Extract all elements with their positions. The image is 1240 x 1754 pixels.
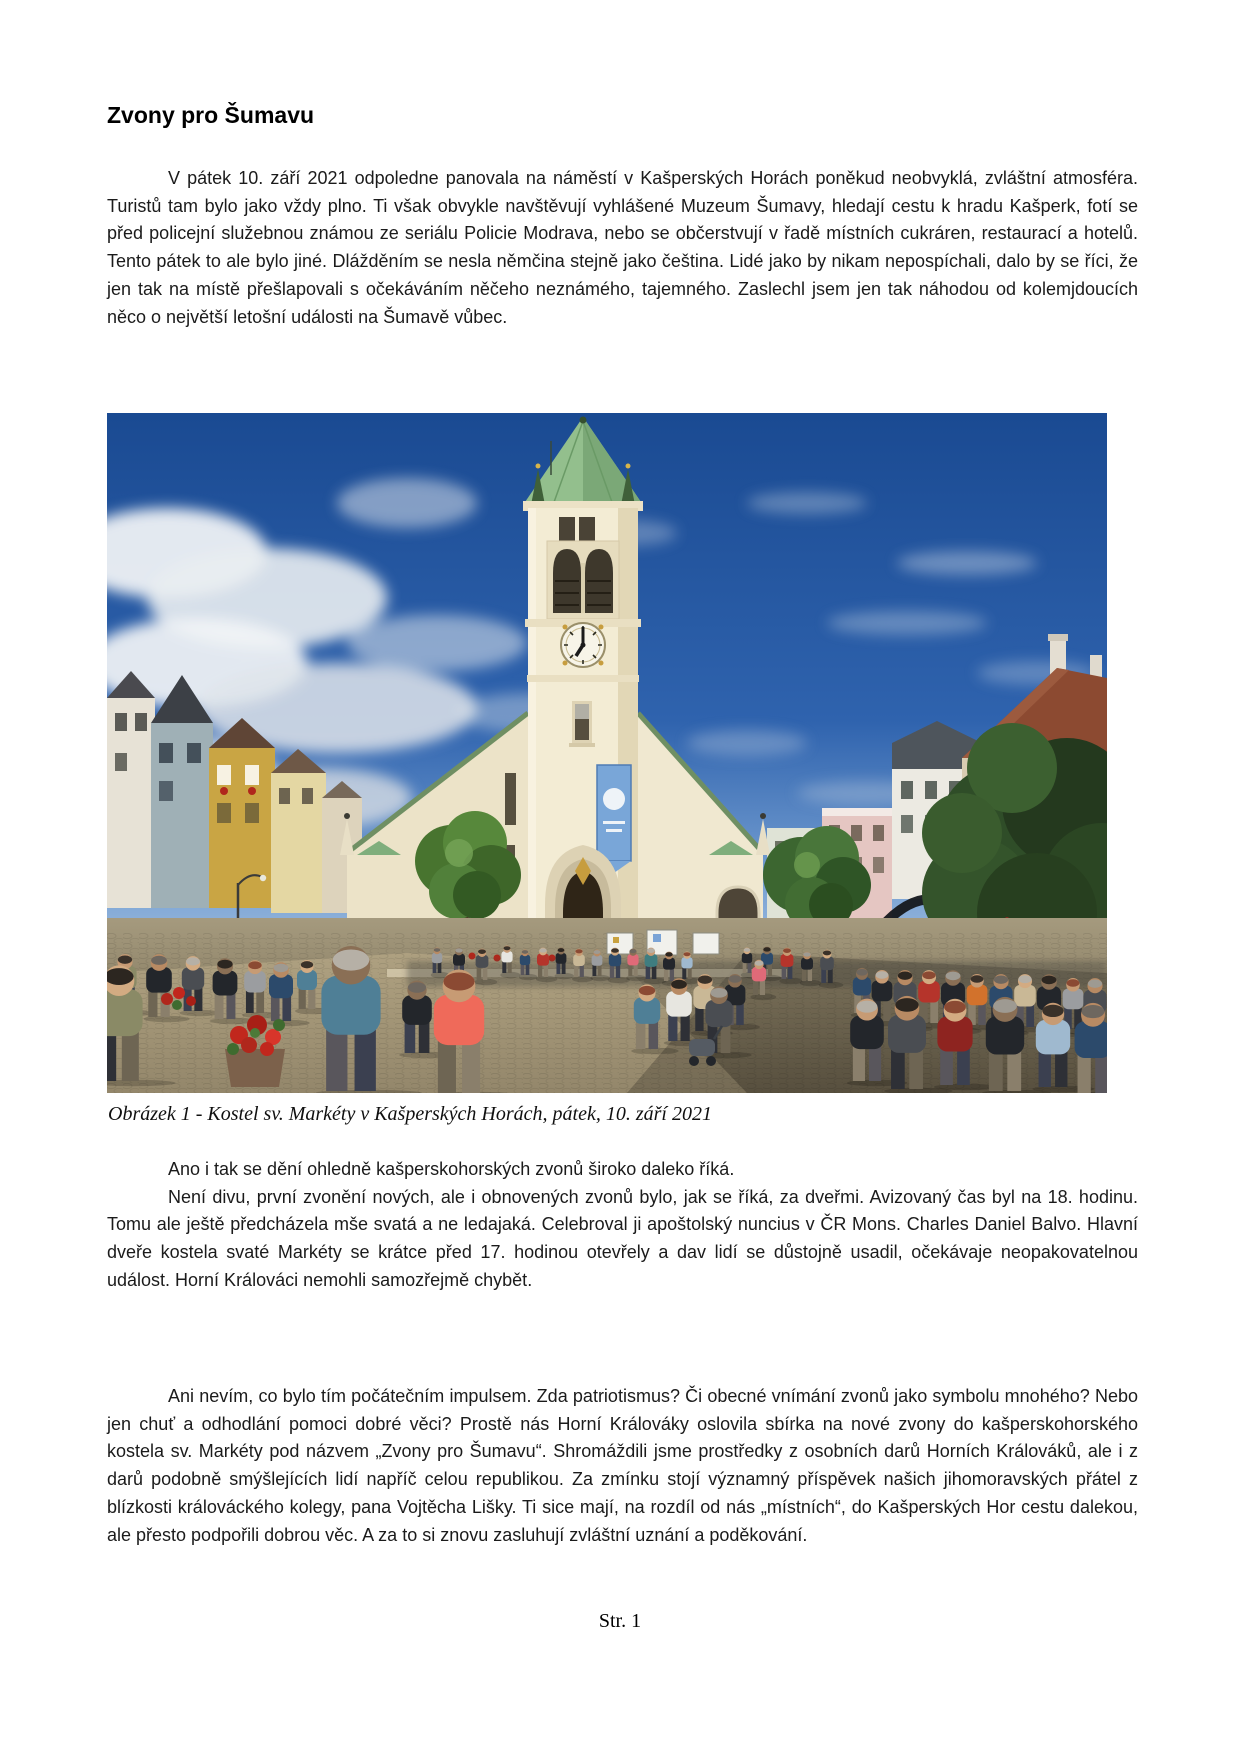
paragraph-text: Není divu, první zvonění nových, ale i obnovených zvonů bylo, jak se říká, za dveřmi. Avizovaný čas byl na 18. hodinu. Tomu ale ještě předcházela mše svatá a ne ledajaká. Celebroval ji apoštolský nuncius v ČR Mons. Charles Daniel Balvo. Hlavní dveře kostela svaté Markéty se krátce před 17. hodinou otevřely a dav lidí se důstojně usadil, očekávaje neopakovatelnou událost. Horní Králováci nemohli samozřejmě chybět. xyxy=(107,1186,1138,1290)
paragraph-block-middle xyxy=(107,1156,1138,1295)
paragraph-text: Ano i tak se dění ohledně kašperskohorských zvonů široko daleko říká. xyxy=(168,1159,735,1179)
paragraph-block-bottom xyxy=(107,1383,1138,1549)
paragraph-text: V pátek 10. září 2021 odpoledne panovala na náměstí v Kašperských Horách poněkud neobvyklá, zvláštní atmosféra. Turistů tam bylo jako vždy plno. Ti však obvykle navštěvují vyhlášené Muzeum Šumavy, hledají cestu k hradu Kašperk, fotí se před policejní služebnou známou ze seriálu Policie Modrava, nebo se občerstvují v řadě místních cukráren, restaurací a hotelů. Tento pátek to ale bylo jiné. Dlážděním se nesla němčina stejně jako čeština. Lidé jako by nikam nepospíchali, dalo by se říci, že jen tak na místě přešlapovali s očekáváním něčeho neznámého, tajemného. Zaslechl jsem jen tak náhodou od kolemjdoucích něco o největší letošní události na Šumavě vůbec. xyxy=(107,168,1138,327)
church-square-photo xyxy=(107,413,1107,1093)
photo-figure xyxy=(107,413,1107,1093)
paragraph-text: Ani nevím, co bylo tím počátečním impulsem. Zda patriotismus? Či obecné vnímání zvonů jako symbolu mnohého? Nebo jen chuť a odhodlání pomoci dobré věci? Prostě nás Horní Králováky oslovila sbírka na nové zvony do kašperskohorského kostela sv. Markéty pod názvem „Zvony pro Šumavu“. Shromáždili jsme prostředky z osobních darů Horních Králováků, ale i z darů podobně smýšlejících lidí napříč celou republikou. Za zmínku stojí významný příspěvek našich jihomoravských přátel z blízkosti králováckého kolegy, pana Vojtěcha Lišky. Ti sice mají, na rozdíl od nás „místních“, do Kašperských Hor cestu dalekou, ale přesto podpořili dobrou věc. A za to si znovu zasluhují zvláštní uznání a poděkování. xyxy=(107,1386,1138,1545)
page-number: Str. 1 xyxy=(598,1610,642,1632)
figure-caption: Obrázek 1 - Kostel sv. Markéty v Kašperských Horách, pátek, 10. září 2021 xyxy=(108,1103,712,1125)
document-title: Zvony pro Šumavu xyxy=(107,102,315,128)
paragraph-intro xyxy=(107,165,1138,331)
